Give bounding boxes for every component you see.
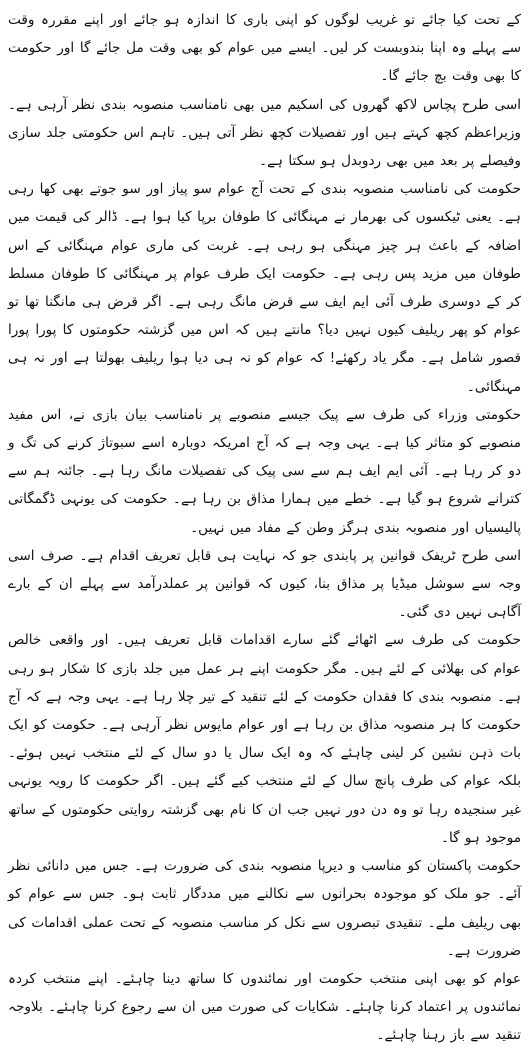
article-paragraph: کے تحت کیا جائے تو غریب لوگوں کو اپنی باری کا اندازہ ہو جائے اور اپنے مقررہ وقت سے پہلے وہ اپنا بندوبست کر لیں۔ ایسے میں عوام کو بھی وقت مل جائے گا اور حکومت کا بھی وقت بچ جائے گا۔ [8,12,521,85]
article-paragraph: عوام کو بھی اپنی منتخب حکومت اور نمائندوں کا ساتھ دینا چاہئے۔ اپنے منتخب کردہ نمائندوں پر اعتماد کرنا چاہئے۔ شکایات کی صورت میں ان سے رجوع کرنا چاہئے۔ بلاوجہ تنقید سے باز رہنا چاہئے۔ [8,970,521,1044]
article-paragraph: حکومتی وزراء کی طرف سے پیک جیسے منصوبے پر نامناسب بیان بازی نے، اس مفید منصوبے کو متاثر کیا ہے۔ یہی وجہ ہے کہ آج امریکہ دوبارہ اسے سبوتاژ کرنے کی تگ و دو کر رہا ہے۔ آئی ایم ایف ہم سے سی پیک کی تفصیلات مانگ رہا ہے۔ جائنہ ہم سے کترانے شروع ہو گیا ہے۔ خطے میں ہمارا مذاق بن رہا ہے۔ حکومت کی یونہی ڈگمگاتی پالیسیاں اور منصوبہ بندی ہرگز وطن کے مفاد میں نہیں۔ [8,406,521,536]
article-paragraph: حکومت کی طرف سے اٹھائے گئے سارے اقدامات قابل تعریف ہیں۔ اور واقعی خالص عوام کی بھلائی کے لئے ہیں۔ مگر حکومت اپنے ہر عمل میں جلد بازی کا شکار ہو رہی ہے۔ منصوبہ بندی کا فقدان حکومت کے لئے تنقید کے تیر چلا رہا ہے۔ یہی وجہ ہے کہ آج حکومت کا ہر منصوبہ مذاق بن رہا ہے اور عوام مایوس نظر آرہی ہے۔ حکومت کو ایک بات ذہن نشین کر لینی چاہئے کہ وہ ایک سال یا دو سال کے لئے منتخب نہیں ہوئے۔ بلکہ عوام کی طرف پانچ سال کے لئے منتخب کیے گئے ہیں۔ اگر حکومت کا رویہ یونہی غیر سنجیدہ رہا تو وہ دن دور نہیں جب ان کا نام بھی گزشتہ روایتی حکومتوں کے ساتھ موجود ہو گا۔ [8,632,521,846]
article-paragraph: حکومت پاکستان کو مناسب و دیرپا منصوبہ بندی کی ضرورت ہے۔ جس میں دانائی نظر آئے۔ جو ملک کو موجودہ بحرانوں سے نکالنے میں مددگار ثابت ہو۔ جس سے عوام کو بھی ریلیف ملے۔ تنقیدی تبصروں سے نکل کر مناسب منصوبہ کے تحت عملی اقدامات کی ضرورت ہے۔ [8,858,521,959]
article-paragraph: اسی طرح ٹریفک قوانین پر پابندی جو کہ نہایت ہی قابل تعریف اقدام ہے۔ صرف اسی وجہ سے سوشل میڈیا پر مذاق بنا، کیوں کہ قوانین پر عملدرآمد سے پہلے ان کے بارے آگاہی نہیں دی گئی۔ [8,547,521,621]
article-paragraph: حکومت کی نامناسب منصوبہ بندی کے تحت آج عوام سو پیاز اور سو جوتے بھی کھا رہی ہے۔ یعنی ٹیکسوں کی بھرمار نے مہنگائی کا طوفان برپا کیا ہوا ہے۔ ڈالر کی قیمت میں اضافہ کے باعث ہر چیز مہنگی ہو رہی ہے۔ غربت کی ماری عوام مہنگائی کے اس طوفان میں مزید پس رہی ہے۔ حکومت ایک طرف عوام پر مہنگائی کا طوفان مسلط کر کے دوسری طرف آئی ایم ایف سے قرض مانگ رہی ہے۔ اگر قرض ہی مانگنا تھا تو عوام کو پھر ریلیف کیوں نہیں دیا؟ مانتے ہیں کہ اس میں گزشتہ حکومتوں کا پورا پورا قصور شامل ہے۔ مگر یاد رکھئے! کہ عوام کو نہ ہی دیا ہوا ریلیف بھولتا ہے اور نہ ہی مہنگائی۔ [8,181,521,395]
article-paragraph: اسی طرح پچاس لاکھ گھروں کی اسکیم میں بھی نامناسب منصوبہ بندی نظر آرہی ہے۔ وزیراعظم کچھ کہتے ہیں اور تفصیلات کچھ نظر آتی ہیں۔ تاہم اس حکومتی جلد سازی وفیصلے پر بعد میں بھی ردوبدل ہو سکتا ہے۔ [8,96,521,170]
